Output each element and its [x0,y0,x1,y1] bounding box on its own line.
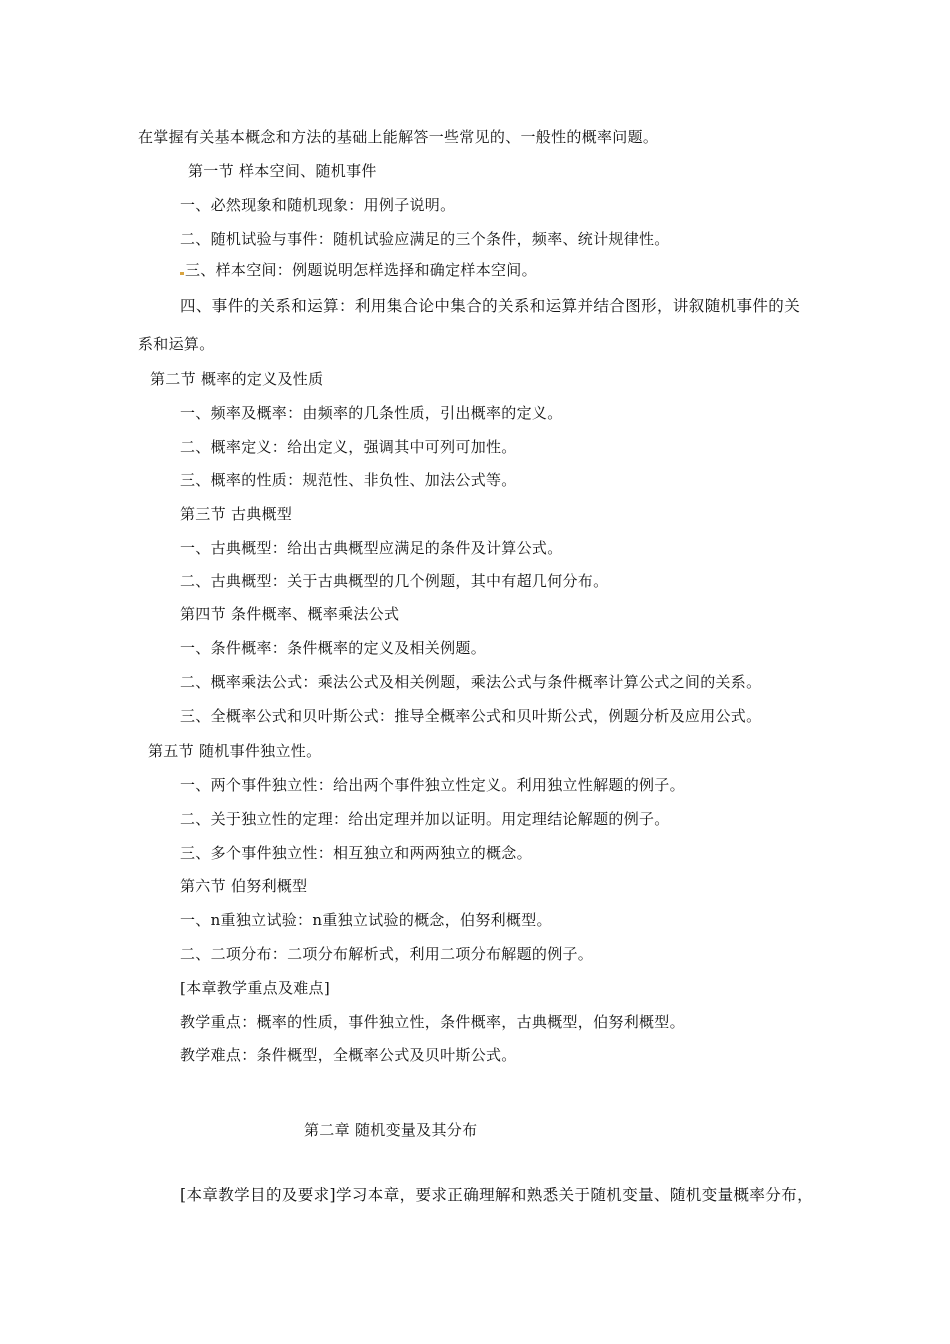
section-4-item-1: 一、条件概率：条件概率的定义及相关例题。 [180,639,487,657]
section-3-heading: 第三节 古典概型 [180,505,293,523]
section-1-item-3 [180,260,537,280]
section-6-heading: 第六节 伯努利概型 [180,877,308,895]
section-1-item-4-continued: 系和运算。 [138,335,215,353]
section-6-item-2: 二、二项分布：二项分布解析式，利用二项分布解题的例子。 [180,945,594,963]
intro-paragraph-line: 在掌握有关基本概念和方法的基础上能解答一些常见的、一般性的概率问题。 [138,128,659,146]
teaching-focus: 教学重点：概率的性质，事件独立性，条件概率，古典概型，伯努利概型。 [180,1013,685,1031]
section-5-heading: 第五节 随机事件独立性。 [148,742,322,760]
section-2-item-1: 一、频率及概率：由频率的几条性质，引出概率的定义。 [180,404,563,422]
section-2-heading: 第二节 概率的定义及性质 [150,370,324,388]
chapter-2-objectives: [本章教学目的及要求]学习本章，要求正确理解和熟悉关于随机变量、随机变量概率分布， [180,1186,813,1204]
section-1-item-4: 四、事件的关系和运算：利用集合论中集合的关系和运算并结合图形，讲叙随机事件的关 [180,297,801,315]
section-1-heading: 第一节 样本空间、随机事件 [188,162,377,180]
section-3-item-2: 二、古典概型：关于古典概型的几个例题，其中有超几何分布。 [180,572,609,590]
section-5-item-2: 二、关于独立性的定理：给出定理并加以证明。用定理结论解题的例子。 [180,810,670,828]
section-2-item-3: 三、概率的性质：规范性、非负性、加法公式等。 [180,471,517,489]
teaching-difficulty: 教学难点：条件概型，全概率公式及贝叶斯公式。 [180,1046,517,1064]
section-1-item-1: 一、必然现象和随机现象：用例子说明。 [180,196,456,214]
section-1-item-2: 二、随机试验与事件：随机试验应满足的三个条件，频率、统计规律性。 [180,230,670,248]
section-5-item-1: 一、两个事件独立性：给出两个事件独立性定义。利用独立性解题的例子。 [180,776,685,794]
key-points-heading: [本章教学重点及难点] [180,979,331,997]
section-2-item-2: 二、概率定义：给出定义，强调其中可列可加性。 [180,438,517,456]
section-6-item-1: 一、n重独立试验：n重独立试验的概念，伯努利概型。 [180,911,552,929]
section-1-item-3-text: 三、样本空间：例题说明怎样选择和确定样本空间。 [185,261,537,279]
section-3-item-1: 一、古典概型：给出古典概型应满足的条件及计算公式。 [180,539,563,557]
chapter-2-title: 第二章 随机变量及其分布 [304,1121,478,1139]
section-4-item-3: 三、全概率公式和贝叶斯公式：推导全概率公式和贝叶斯公式，例题分析及应用公式。 [180,707,762,725]
edit-mark-icon [180,272,184,275]
section-5-item-3: 三、多个事件独立性：相互独立和两两独立的概念。 [180,844,532,862]
section-4-heading: 第四节 条件概率、概率乘法公式 [180,605,400,623]
section-4-item-2: 二、概率乘法公式：乘法公式及相关例题，乘法公式与条件概率计算公式之间的关系。 [180,673,762,691]
